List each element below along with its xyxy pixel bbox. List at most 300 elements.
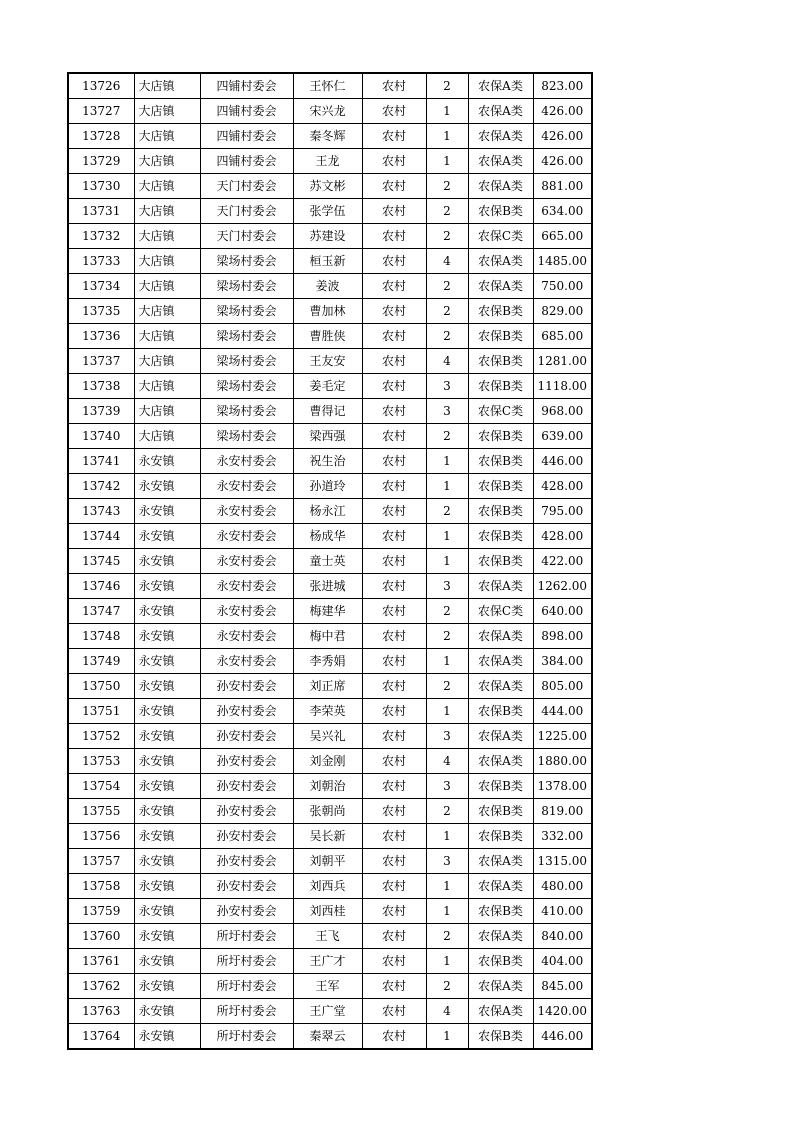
table-row (68, 1024, 592, 1050)
member-count-cell: 1 (426, 649, 468, 674)
village-cell: 梁场村委会 (200, 374, 293, 399)
member-count-cell: 1 (426, 899, 468, 924)
town-cell: 大店镇 (134, 73, 200, 99)
table-row (68, 724, 592, 749)
category-cell: 农保A类 (468, 249, 533, 274)
household-type-cell: 农村 (362, 524, 426, 549)
town-cell: 永安镇 (134, 999, 200, 1024)
village-cell: 永安村委会 (200, 649, 293, 674)
village-cell: 孙安村委会 (200, 674, 293, 699)
record-id-cell: 13737 (68, 349, 134, 374)
amount-cell: 1281.00 (533, 349, 592, 374)
amount-cell: 428.00 (533, 474, 592, 499)
record-id-cell: 13742 (68, 474, 134, 499)
town-cell: 永安镇 (134, 824, 200, 849)
category-cell: 农保B类 (468, 524, 533, 549)
amount-cell: 750.00 (533, 274, 592, 299)
member-count-cell: 4 (426, 349, 468, 374)
category-cell: 农保C类 (468, 399, 533, 424)
member-count-cell: 2 (426, 174, 468, 199)
amount-cell: 1262.00 (533, 574, 592, 599)
town-cell: 永安镇 (134, 949, 200, 974)
household-type-cell: 农村 (362, 749, 426, 774)
record-id-cell: 13758 (68, 874, 134, 899)
name-cell: 梅中君 (293, 624, 362, 649)
category-cell: 农保A类 (468, 849, 533, 874)
category-cell: 农保A类 (468, 574, 533, 599)
roster-body (68, 73, 592, 1049)
record-id-cell: 13735 (68, 299, 134, 324)
village-cell: 所圩村委会 (200, 1024, 293, 1050)
town-cell: 大店镇 (134, 274, 200, 299)
name-cell: 桓玉新 (293, 249, 362, 274)
member-count-cell: 3 (426, 724, 468, 749)
household-type-cell: 农村 (362, 999, 426, 1024)
household-type-cell: 农村 (362, 924, 426, 949)
table-row (68, 549, 592, 574)
category-cell: 农保A类 (468, 999, 533, 1024)
town-cell: 大店镇 (134, 299, 200, 324)
table-row (68, 349, 592, 374)
household-type-cell: 农村 (362, 874, 426, 899)
category-cell: 农保A类 (468, 974, 533, 999)
name-cell: 王广堂 (293, 999, 362, 1024)
amount-cell: 384.00 (533, 649, 592, 674)
name-cell: 苏文彬 (293, 174, 362, 199)
household-type-cell: 农村 (362, 499, 426, 524)
record-id-cell: 13728 (68, 124, 134, 149)
record-id-cell: 13732 (68, 224, 134, 249)
household-type-cell: 农村 (362, 199, 426, 224)
name-cell: 苏建设 (293, 224, 362, 249)
record-id-cell: 13740 (68, 424, 134, 449)
town-cell: 大店镇 (134, 224, 200, 249)
town-cell: 永安镇 (134, 624, 200, 649)
amount-cell: 634.00 (533, 199, 592, 224)
table-row (68, 574, 592, 599)
record-id-cell: 13761 (68, 949, 134, 974)
table-row (68, 499, 592, 524)
record-id-cell: 13739 (68, 399, 134, 424)
member-count-cell: 1 (426, 474, 468, 499)
table-row (68, 649, 592, 674)
table-row (68, 524, 592, 549)
name-cell: 刘西兵 (293, 874, 362, 899)
household-type-cell: 农村 (362, 99, 426, 124)
name-cell: 曹得记 (293, 399, 362, 424)
amount-cell: 446.00 (533, 449, 592, 474)
record-id-cell: 13727 (68, 99, 134, 124)
amount-cell: 1880.00 (533, 749, 592, 774)
roster-table (67, 72, 593, 1050)
table-row (68, 124, 592, 149)
category-cell: 农保A类 (468, 874, 533, 899)
village-cell: 梁场村委会 (200, 424, 293, 449)
town-cell: 永安镇 (134, 574, 200, 599)
amount-cell: 665.00 (533, 224, 592, 249)
record-id-cell: 13741 (68, 449, 134, 474)
household-type-cell: 农村 (362, 599, 426, 624)
name-cell: 王友安 (293, 349, 362, 374)
category-cell: 农保B类 (468, 949, 533, 974)
town-cell: 大店镇 (134, 199, 200, 224)
amount-cell: 1315.00 (533, 849, 592, 874)
member-count-cell: 4 (426, 999, 468, 1024)
record-id-cell: 13733 (68, 249, 134, 274)
town-cell: 大店镇 (134, 99, 200, 124)
table-row (68, 274, 592, 299)
town-cell: 永安镇 (134, 799, 200, 824)
town-cell: 大店镇 (134, 349, 200, 374)
village-cell: 孙安村委会 (200, 749, 293, 774)
record-id-cell: 13760 (68, 924, 134, 949)
town-cell: 永安镇 (134, 849, 200, 874)
village-cell: 所圩村委会 (200, 999, 293, 1024)
category-cell: 农保A类 (468, 724, 533, 749)
amount-cell: 1118.00 (533, 374, 592, 399)
member-count-cell: 3 (426, 399, 468, 424)
town-cell: 大店镇 (134, 399, 200, 424)
household-type-cell: 农村 (362, 324, 426, 349)
table-row (68, 874, 592, 899)
record-id-cell: 13751 (68, 699, 134, 724)
village-cell: 天门村委会 (200, 174, 293, 199)
table-row (68, 849, 592, 874)
village-cell: 所圩村委会 (200, 949, 293, 974)
amount-cell: 640.00 (533, 599, 592, 624)
name-cell: 梅建华 (293, 599, 362, 624)
amount-cell: 426.00 (533, 149, 592, 174)
village-cell: 梁场村委会 (200, 399, 293, 424)
record-id-cell: 13745 (68, 549, 134, 574)
village-cell: 四铺村委会 (200, 73, 293, 99)
category-cell: 农保B类 (468, 499, 533, 524)
village-cell: 梁场村委会 (200, 274, 293, 299)
name-cell: 吴长新 (293, 824, 362, 849)
category-cell: 农保A类 (468, 274, 533, 299)
household-type-cell: 农村 (362, 174, 426, 199)
name-cell: 吴兴礼 (293, 724, 362, 749)
name-cell: 童士英 (293, 549, 362, 574)
record-id-cell: 13736 (68, 324, 134, 349)
name-cell: 王广才 (293, 949, 362, 974)
category-cell: 农保A类 (468, 99, 533, 124)
amount-cell: 446.00 (533, 1024, 592, 1050)
record-id-cell: 13759 (68, 899, 134, 924)
town-cell: 大店镇 (134, 324, 200, 349)
member-count-cell: 1 (426, 124, 468, 149)
village-cell: 孙安村委会 (200, 724, 293, 749)
member-count-cell: 3 (426, 374, 468, 399)
amount-cell: 795.00 (533, 499, 592, 524)
name-cell: 杨成华 (293, 524, 362, 549)
village-cell: 孙安村委会 (200, 774, 293, 799)
table-row (68, 224, 592, 249)
member-count-cell: 2 (426, 499, 468, 524)
record-id-cell: 13734 (68, 274, 134, 299)
member-count-cell: 2 (426, 73, 468, 99)
member-count-cell: 2 (426, 424, 468, 449)
member-count-cell: 4 (426, 249, 468, 274)
name-cell: 王怀仁 (293, 73, 362, 99)
record-id-cell: 13743 (68, 499, 134, 524)
name-cell: 姜毛定 (293, 374, 362, 399)
category-cell: 农保B类 (468, 1024, 533, 1050)
household-type-cell: 农村 (362, 774, 426, 799)
town-cell: 大店镇 (134, 249, 200, 274)
category-cell: 农保B类 (468, 374, 533, 399)
category-cell: 农保A类 (468, 149, 533, 174)
category-cell: 农保A类 (468, 124, 533, 149)
category-cell: 农保B类 (468, 799, 533, 824)
village-cell: 四铺村委会 (200, 99, 293, 124)
table-row (68, 324, 592, 349)
village-cell: 四铺村委会 (200, 149, 293, 174)
member-count-cell: 1 (426, 874, 468, 899)
category-cell: 农保B类 (468, 699, 533, 724)
member-count-cell: 1 (426, 949, 468, 974)
household-type-cell: 农村 (362, 349, 426, 374)
member-count-cell: 2 (426, 324, 468, 349)
name-cell: 刘金刚 (293, 749, 362, 774)
town-cell: 永安镇 (134, 899, 200, 924)
category-cell: 农保B类 (468, 824, 533, 849)
member-count-cell: 2 (426, 674, 468, 699)
table-row (68, 174, 592, 199)
member-count-cell: 1 (426, 1024, 468, 1050)
amount-cell: 819.00 (533, 799, 592, 824)
record-id-cell: 13756 (68, 824, 134, 849)
town-cell: 永安镇 (134, 549, 200, 574)
member-count-cell: 3 (426, 774, 468, 799)
table-row (68, 199, 592, 224)
household-type-cell: 农村 (362, 699, 426, 724)
household-type-cell: 农村 (362, 949, 426, 974)
household-type-cell: 农村 (362, 674, 426, 699)
table-row (68, 374, 592, 399)
household-type-cell: 农村 (362, 1024, 426, 1050)
town-cell: 永安镇 (134, 474, 200, 499)
category-cell: 农保A类 (468, 674, 533, 699)
table-row (68, 949, 592, 974)
amount-cell: 332.00 (533, 824, 592, 849)
household-type-cell: 农村 (362, 224, 426, 249)
category-cell: 农保A类 (468, 924, 533, 949)
amount-cell: 639.00 (533, 424, 592, 449)
member-count-cell: 1 (426, 699, 468, 724)
amount-cell: 428.00 (533, 524, 592, 549)
village-cell: 梁场村委会 (200, 299, 293, 324)
village-cell: 梁场村委会 (200, 324, 293, 349)
town-cell: 永安镇 (134, 499, 200, 524)
town-cell: 永安镇 (134, 699, 200, 724)
name-cell: 王龙 (293, 149, 362, 174)
household-type-cell: 农村 (362, 73, 426, 99)
household-type-cell: 农村 (362, 824, 426, 849)
village-cell: 永安村委会 (200, 499, 293, 524)
amount-cell: 845.00 (533, 974, 592, 999)
record-id-cell: 13757 (68, 849, 134, 874)
village-cell: 永安村委会 (200, 474, 293, 499)
name-cell: 秦冬辉 (293, 124, 362, 149)
household-type-cell: 农村 (362, 299, 426, 324)
village-cell: 所圩村委会 (200, 924, 293, 949)
household-type-cell: 农村 (362, 724, 426, 749)
category-cell: 农保B类 (468, 899, 533, 924)
name-cell: 王军 (293, 974, 362, 999)
record-id-cell: 13748 (68, 624, 134, 649)
table-row (68, 424, 592, 449)
table-row (68, 899, 592, 924)
member-count-cell: 1 (426, 524, 468, 549)
amount-cell: 1225.00 (533, 724, 592, 749)
amount-cell: 422.00 (533, 549, 592, 574)
name-cell: 曹胜侠 (293, 324, 362, 349)
amount-cell: 840.00 (533, 924, 592, 949)
household-type-cell: 农村 (362, 474, 426, 499)
village-cell: 孙安村委会 (200, 899, 293, 924)
town-cell: 永安镇 (134, 724, 200, 749)
name-cell: 刘朝平 (293, 849, 362, 874)
household-type-cell: 农村 (362, 549, 426, 574)
name-cell: 刘西桂 (293, 899, 362, 924)
village-cell: 永安村委会 (200, 549, 293, 574)
category-cell: 农保B类 (468, 199, 533, 224)
record-id-cell: 13726 (68, 73, 134, 99)
table-row (68, 399, 592, 424)
village-cell: 永安村委会 (200, 449, 293, 474)
household-type-cell: 农村 (362, 649, 426, 674)
record-id-cell: 13753 (68, 749, 134, 774)
table-row (68, 699, 592, 724)
table-row (68, 799, 592, 824)
household-type-cell: 农村 (362, 424, 426, 449)
town-cell: 永安镇 (134, 749, 200, 774)
village-cell: 孙安村委会 (200, 799, 293, 824)
member-count-cell: 2 (426, 799, 468, 824)
category-cell: 农保B类 (468, 349, 533, 374)
amount-cell: 829.00 (533, 299, 592, 324)
household-type-cell: 农村 (362, 849, 426, 874)
category-cell: 农保A类 (468, 749, 533, 774)
name-cell: 祝生治 (293, 449, 362, 474)
village-cell: 孙安村委会 (200, 849, 293, 874)
household-type-cell: 农村 (362, 899, 426, 924)
category-cell: 农保A类 (468, 73, 533, 99)
town-cell: 大店镇 (134, 149, 200, 174)
town-cell: 永安镇 (134, 924, 200, 949)
name-cell: 孙道玲 (293, 474, 362, 499)
town-cell: 永安镇 (134, 774, 200, 799)
household-type-cell: 农村 (362, 124, 426, 149)
name-cell: 宋兴龙 (293, 99, 362, 124)
household-type-cell: 农村 (362, 574, 426, 599)
name-cell: 秦翠云 (293, 1024, 362, 1050)
table-row (68, 924, 592, 949)
town-cell: 永安镇 (134, 874, 200, 899)
category-cell: 农保A类 (468, 174, 533, 199)
record-id-cell: 13731 (68, 199, 134, 224)
town-cell: 大店镇 (134, 374, 200, 399)
member-count-cell: 2 (426, 974, 468, 999)
category-cell: 农保B类 (468, 474, 533, 499)
name-cell: 李荣英 (293, 699, 362, 724)
member-count-cell: 2 (426, 224, 468, 249)
village-cell: 永安村委会 (200, 599, 293, 624)
category-cell: 农保A类 (468, 624, 533, 649)
village-cell: 四铺村委会 (200, 124, 293, 149)
name-cell: 杨永江 (293, 499, 362, 524)
amount-cell: 444.00 (533, 699, 592, 724)
amount-cell: 898.00 (533, 624, 592, 649)
household-type-cell: 农村 (362, 624, 426, 649)
table-row (68, 474, 592, 499)
table-row (68, 774, 592, 799)
category-cell: 农保B类 (468, 549, 533, 574)
village-cell: 孙安村委会 (200, 874, 293, 899)
household-type-cell: 农村 (362, 799, 426, 824)
town-cell: 永安镇 (134, 449, 200, 474)
member-count-cell: 1 (426, 99, 468, 124)
amount-cell: 685.00 (533, 324, 592, 349)
table-row (68, 999, 592, 1024)
village-cell: 梁场村委会 (200, 249, 293, 274)
member-count-cell: 2 (426, 924, 468, 949)
name-cell: 刘朝治 (293, 774, 362, 799)
name-cell: 李秀娟 (293, 649, 362, 674)
town-cell: 大店镇 (134, 424, 200, 449)
village-cell: 孙安村委会 (200, 824, 293, 849)
category-cell: 农保B类 (468, 424, 533, 449)
amount-cell: 410.00 (533, 899, 592, 924)
village-cell: 永安村委会 (200, 624, 293, 649)
record-id-cell: 13749 (68, 649, 134, 674)
category-cell: 农保B类 (468, 299, 533, 324)
town-cell: 永安镇 (134, 649, 200, 674)
record-id-cell: 13762 (68, 974, 134, 999)
name-cell: 王飞 (293, 924, 362, 949)
record-id-cell: 13747 (68, 599, 134, 624)
table-row (68, 299, 592, 324)
table-row (68, 249, 592, 274)
member-count-cell: 2 (426, 299, 468, 324)
name-cell: 姜波 (293, 274, 362, 299)
record-id-cell: 13730 (68, 174, 134, 199)
member-count-cell: 1 (426, 449, 468, 474)
amount-cell: 823.00 (533, 73, 592, 99)
member-count-cell: 2 (426, 199, 468, 224)
amount-cell: 881.00 (533, 174, 592, 199)
table-row (68, 624, 592, 649)
table-row (68, 149, 592, 174)
member-count-cell: 1 (426, 549, 468, 574)
town-cell: 永安镇 (134, 974, 200, 999)
table-row (68, 674, 592, 699)
table-row (68, 99, 592, 124)
record-id-cell: 13755 (68, 799, 134, 824)
town-cell: 大店镇 (134, 124, 200, 149)
name-cell: 曹加林 (293, 299, 362, 324)
amount-cell: 426.00 (533, 124, 592, 149)
household-type-cell: 农村 (362, 249, 426, 274)
member-count-cell: 3 (426, 574, 468, 599)
household-type-cell: 农村 (362, 449, 426, 474)
member-count-cell: 2 (426, 624, 468, 649)
town-cell: 大店镇 (134, 174, 200, 199)
town-cell: 永安镇 (134, 524, 200, 549)
record-id-cell: 13752 (68, 724, 134, 749)
table-row (68, 599, 592, 624)
